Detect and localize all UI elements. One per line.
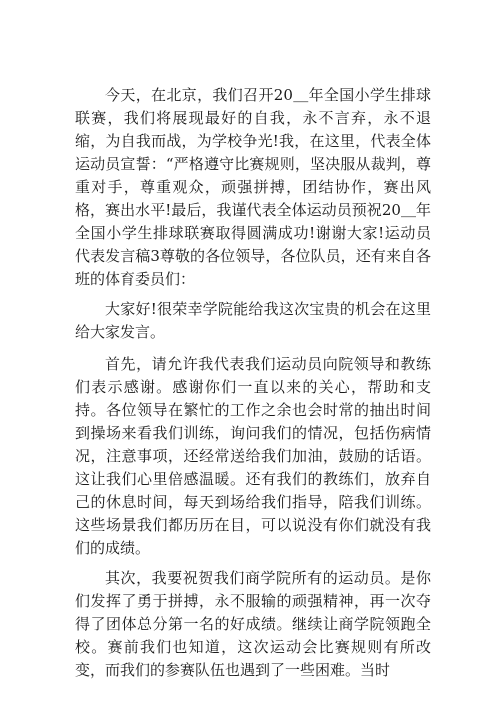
paragraph-thanks: 首先，请允许我代表我们运动员向院领导和教练们表示感谢。感谢你们一直以来的关心，帮助和支持。各位领导在繁忙的工作之余也会时常的抽出时间到操场来看我们训练，询问我们的情况，包括伤病情况，注意事项，还经常送给我们加油，鼓励的话语。这让我们心里倍感温暖。还有我们的教练们，放弃自己的休息时间，每天到场给我们指导，陪我们训练。这些场景我们都历历在目，可以说没有你们就没有我们的成绩。 — [75, 355, 431, 557]
paragraph-spacer — [75, 560, 431, 567]
paragraph-greeting: 大家好!很荣幸学院能给我这次宝贵的机会在这里给大家发言。 — [75, 300, 431, 341]
paragraph-opening-oath: 今天，在北京，我们召开20＿年全国小学生排球联赛，我们将展现最好的自我，永不言弃，永不退缩，为自我而战，为学校争光!我，在这里，代表全体运动员宣誓：“严格遵守比赛规则，坚决服从裁判，尊重对手，尊重观众，顽强拼搏，团结协作，赛出风格，赛出水平!最后，我谨代表全体运动员预祝20＿年全国小学生排球联赛取得圆满成功!谢谢大家!运动员代表发言稿3尊敬的各位领导，各位队员，还有来自各班的体育委员们： — [75, 86, 431, 288]
paragraph-congratulations: 其次，我要祝贺我们商学院所有的运动员。是你们发挥了勇于拼搏，永不服输的顽强精神，再一次夺得了团体总分第一名的好成绩。继续让商学院领跑全校。赛前我们也知道，这次运动会比赛规则有所改变，而我们的参赛队伍也遇到了一些困难。当时 — [75, 569, 431, 679]
document-body — [75, 84, 431, 682]
paragraph-spacer — [75, 344, 431, 353]
paragraph-spacer — [75, 291, 431, 298]
